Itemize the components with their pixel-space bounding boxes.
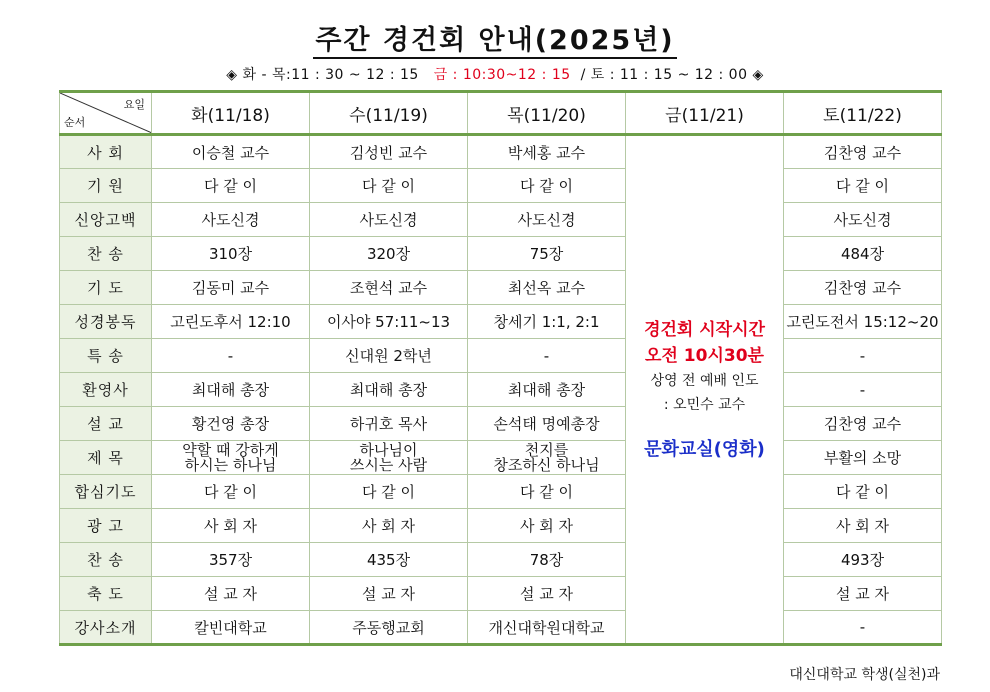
- cell-tue: 357장: [152, 543, 310, 577]
- cell-wed: 설 교 자: [310, 577, 468, 611]
- row-label: 기 도: [60, 271, 152, 305]
- cell-tue: [152, 441, 310, 475]
- table-row: [60, 135, 942, 169]
- table-row: [60, 271, 942, 305]
- cell-sat: 다 같 이: [784, 475, 942, 509]
- cell-wed: 하귀호 목사: [310, 407, 468, 441]
- table-row: [60, 543, 942, 577]
- cell-line: 하나님이: [359, 440, 418, 459]
- cell-line: 천지를: [524, 440, 569, 459]
- cell-sat: 김찬영 교수: [784, 271, 942, 305]
- cell-thu: 다 같 이: [468, 475, 626, 509]
- row-label: 환영사: [60, 373, 152, 407]
- cell-wed: 435장: [310, 543, 468, 577]
- table-row: [60, 611, 942, 645]
- cell-thu: -: [468, 339, 626, 373]
- corner-order-label: 순서: [64, 116, 86, 129]
- row-label: 설 교: [60, 407, 152, 441]
- cell-tue: 다 같 이: [152, 169, 310, 203]
- row-label: 신앙고백: [60, 203, 152, 237]
- times-tue-thu: ◈ 화 - 목:11 : 30 ~ 12 : 15: [226, 67, 419, 83]
- footer-department: 대신대학교 학생(실천)과: [789, 667, 940, 683]
- cell-sat: 다 같 이: [784, 169, 942, 203]
- cell-sat: 설 교 자: [784, 577, 942, 611]
- cell-thu: [468, 441, 626, 475]
- cell-thu: 설 교 자: [468, 577, 626, 611]
- cell-thu: 최대해 총장: [468, 373, 626, 407]
- table-row: [60, 203, 942, 237]
- cell-wed: 신대원 2학년: [310, 339, 468, 373]
- row-label: 제 목: [60, 441, 152, 475]
- times-sat: / 토 : 11 : 15 ~ 12 : 00 ◈: [580, 67, 764, 83]
- times-fri: 금 : 10:30~12 : 15: [433, 67, 571, 83]
- cell-wed: 다 같 이: [310, 169, 468, 203]
- row-label: 찬 송: [60, 237, 152, 271]
- day-header-fri: 금(11/21): [626, 92, 784, 135]
- table-row: [60, 475, 942, 509]
- friday-start-time: 오전 10시30분: [645, 345, 764, 366]
- cell-wed: 사 회 자: [310, 509, 468, 543]
- header-row: [60, 92, 942, 135]
- cell-line: 약할 때 강하게: [182, 440, 279, 459]
- cell-tue: 황건영 총장: [152, 407, 310, 441]
- cell-sat: 고린도전서 15:12~20: [784, 305, 942, 339]
- cell-tue: 사 회 자: [152, 509, 310, 543]
- cell-thu: 사도신경: [468, 203, 626, 237]
- cell-wed: 최대해 총장: [310, 373, 468, 407]
- table-row: [60, 509, 942, 543]
- cell-tue: 김동미 교수: [152, 271, 310, 305]
- row-label: 합심기도: [60, 475, 152, 509]
- day-header-tue: 화(11/18): [152, 92, 310, 135]
- cell-thu: 75장: [468, 237, 626, 271]
- friday-start-time-title: 경건회 시작시간: [644, 319, 765, 340]
- schedule-table: [59, 90, 942, 646]
- cell-wed: 주동행교회: [310, 611, 468, 645]
- friday-merged-cell: [626, 135, 784, 645]
- cell-sat: -: [784, 339, 942, 373]
- row-label: 축 도: [60, 577, 152, 611]
- day-header-wed: 수(11/19): [310, 92, 468, 135]
- table-row: [60, 373, 942, 407]
- cell-wed: 320장: [310, 237, 468, 271]
- table-row: [60, 577, 942, 611]
- cell-line: 쓰시는 사람: [349, 455, 428, 474]
- corner-day-label: 요일: [123, 98, 145, 111]
- cell-wed: 김성빈 교수: [310, 135, 468, 169]
- cell-tue: 이승철 교수: [152, 135, 310, 169]
- cell-thu: 박세홍 교수: [468, 135, 626, 169]
- friday-leader-name: : 오민수 교수: [663, 396, 746, 413]
- cell-wed: [310, 441, 468, 475]
- cell-thu: 최선옥 교수: [468, 271, 626, 305]
- cell-sat: 김찬영 교수: [784, 135, 942, 169]
- cell-thu: 손석태 명예총장: [468, 407, 626, 441]
- cell-thu: 개신대학원대학교: [468, 611, 626, 645]
- cell-tue: 설 교 자: [152, 577, 310, 611]
- day-header-thu: 목(11/20): [468, 92, 626, 135]
- cell-sat: 484장: [784, 237, 942, 271]
- row-label: 특 송: [60, 339, 152, 373]
- cell-wed: 이사야 57:11~13: [310, 305, 468, 339]
- page-title: 주간 경건회 안내(2025년): [0, 18, 990, 57]
- row-label: 성경봉독: [60, 305, 152, 339]
- row-label: 사 회: [60, 135, 152, 169]
- cell-sat: 사도신경: [784, 203, 942, 237]
- cell-line: 창조하신 하나님: [493, 455, 600, 474]
- cell-sat: -: [784, 611, 942, 645]
- row-label: 찬 송: [60, 543, 152, 577]
- cell-line: 하시는 하나님: [184, 455, 277, 474]
- cell-tue: 최대해 총장: [152, 373, 310, 407]
- cell-sat: 김찬영 교수: [784, 407, 942, 441]
- friday-event: 문화교실(영화): [644, 438, 765, 460]
- schedule-times: [0, 64, 990, 84]
- cell-wed: 다 같 이: [310, 475, 468, 509]
- friday-leader-label: 상영 전 예배 인도: [650, 372, 759, 389]
- cell-sat: -: [784, 373, 942, 407]
- cell-tue: 다 같 이: [152, 475, 310, 509]
- cell-thu: 창세기 1:1, 2:1: [468, 305, 626, 339]
- row-label: 광 고: [60, 509, 152, 543]
- cell-thu: 다 같 이: [468, 169, 626, 203]
- cell-thu: 78장: [468, 543, 626, 577]
- table-row: [60, 237, 942, 271]
- table-row: [60, 407, 942, 441]
- row-label: 강사소개: [60, 611, 152, 645]
- cell-sat: 부활의 소망: [784, 441, 942, 475]
- cell-tue: 칼빈대학교: [152, 611, 310, 645]
- day-header-sat: 토(11/22): [784, 92, 942, 135]
- table-row: [60, 305, 942, 339]
- table-row: [60, 441, 942, 475]
- cell-tue: 사도신경: [152, 203, 310, 237]
- table-row: [60, 169, 942, 203]
- cell-sat: 493장: [784, 543, 942, 577]
- corner-cell: [60, 92, 152, 135]
- cell-tue: 고린도후서 12:10: [152, 305, 310, 339]
- cell-sat: 사 회 자: [784, 509, 942, 543]
- cell-wed: 사도신경: [310, 203, 468, 237]
- cell-wed: 조현석 교수: [310, 271, 468, 305]
- table-row: [60, 339, 942, 373]
- row-label: 기 원: [60, 169, 152, 203]
- cell-tue: -: [152, 339, 310, 373]
- cell-tue: 310장: [152, 237, 310, 271]
- cell-thu: 사 회 자: [468, 509, 626, 543]
